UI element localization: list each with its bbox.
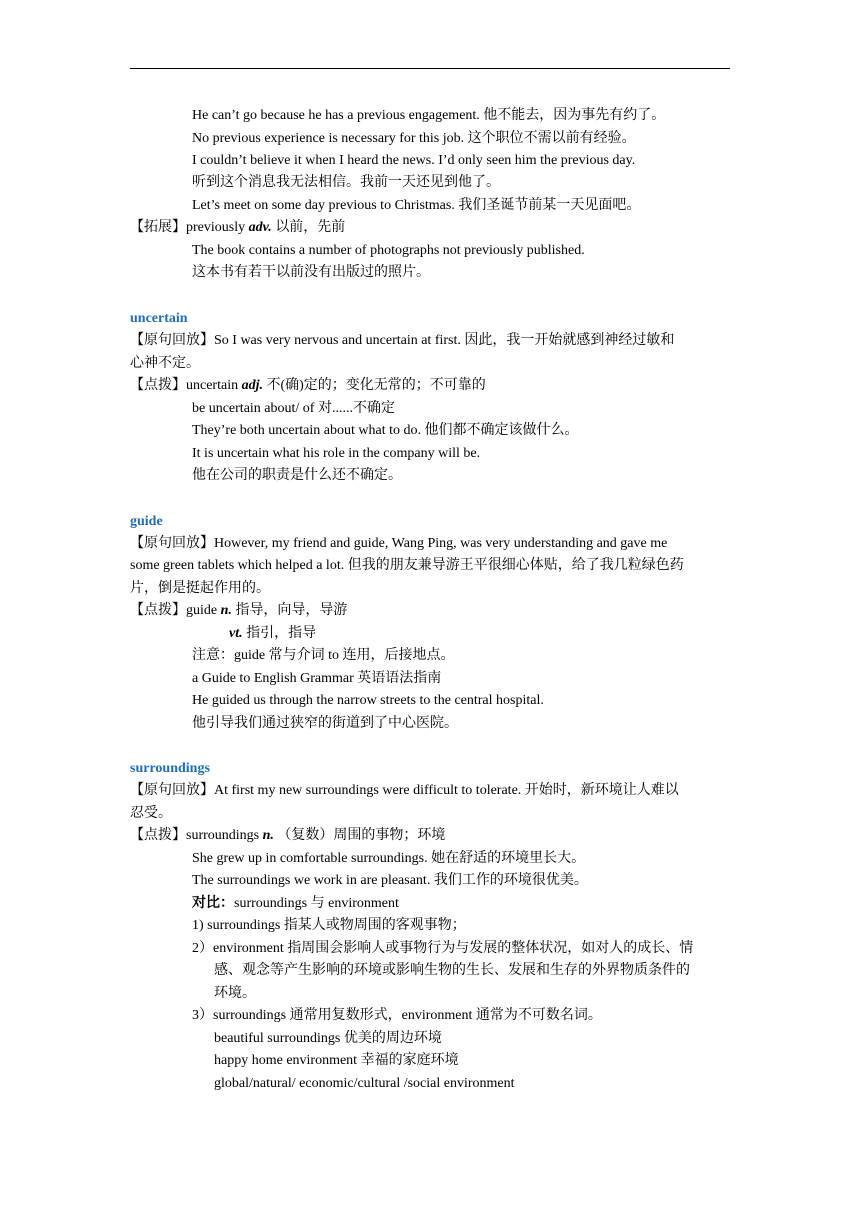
point-2-cont: 环境。 bbox=[214, 986, 256, 1001]
original-sentence bbox=[130, 782, 679, 800]
original-label: 【原句回放】 bbox=[130, 783, 214, 798]
tip-label: 【点拨】 bbox=[130, 378, 186, 393]
example-translation: 这本书有若干以前没有出版过的照片。 bbox=[192, 265, 430, 280]
example-sentence: The surroundings we work in are pleasant. 我们工作的环境很优美。 bbox=[192, 873, 588, 888]
point-2-cont: 感、观念等产生影响的环境或影响生物的生长、发展和生存的外界物质条件的 bbox=[214, 963, 690, 978]
point-3: 3）surroundings 通常用复数形式，environment 通常为不可数名词。 bbox=[192, 1008, 602, 1023]
tip-line bbox=[130, 827, 445, 845]
original-text-cont: 心神不定。 bbox=[130, 356, 200, 371]
example-sentence: It is uncertain what his role in the company will be. bbox=[192, 446, 481, 461]
example-translation: 他引导我们通过狭窄的街道到了中心医院。 bbox=[192, 716, 458, 731]
original-label: 【原句回放】 bbox=[130, 536, 214, 551]
original-text: However, my friend and guide, Wang Ping, was very understanding and gave me bbox=[214, 536, 668, 551]
original-text: So I was very nervous and uncertain at first. 因此，我一开始就感到神经过敏和 bbox=[214, 333, 675, 348]
original-sentence bbox=[130, 535, 667, 553]
example-sentence: Let’s meet on some day previous to Christmas. 我们圣诞节前某一天见面吧。 bbox=[192, 198, 641, 213]
definition: 指导，向导，导游 bbox=[231, 603, 348, 618]
point-2: 2）environment 指周围会影响人或事物行为与发展的整体状况，如对人的成长、情 bbox=[192, 941, 694, 956]
compare-label: 对比： bbox=[192, 896, 234, 911]
tip-line-verb bbox=[229, 625, 316, 643]
tip-label: 【点拨】 bbox=[130, 828, 186, 843]
point-1: 1) surroundings 指某人或物周围的客观事物； bbox=[192, 918, 466, 933]
example-sentence: The book contains a number of photographs not previously published. bbox=[192, 243, 585, 258]
tip-word: surroundings bbox=[186, 828, 263, 843]
example-sentence: a Guide to English Grammar 英语语法指南 bbox=[192, 671, 442, 686]
original-sentence bbox=[130, 332, 674, 350]
part-of-speech: n. bbox=[262, 828, 274, 843]
example-phrase: global/natural/ economic/cultural /social environment bbox=[214, 1076, 515, 1091]
tip-line bbox=[130, 602, 347, 620]
extension-line bbox=[130, 219, 345, 237]
part-of-speech: n. bbox=[220, 603, 232, 618]
example-sentence: I couldn’t believe it when I heard the news. I’d only seen him the previous day. bbox=[192, 153, 636, 168]
example-translation: 他在公司的职责是什么还不确定。 bbox=[192, 468, 402, 483]
example-phrase: beautiful surroundings 优美的周边环境 bbox=[214, 1031, 442, 1046]
phrase: be uncertain about/ of 对......不确定 bbox=[192, 401, 395, 416]
definition: （复数）周围的事物；环境 bbox=[273, 828, 446, 843]
example-translation: 听到这个消息我无法相信。我前一天还见到他了。 bbox=[192, 175, 500, 190]
part-of-speech: adv. bbox=[248, 220, 272, 235]
tip-word: guide bbox=[186, 603, 221, 618]
example-sentence: He can’t go because he has a previous engagement. 他不能去，因为事先有约了。 bbox=[192, 108, 666, 123]
part-of-speech: vt. bbox=[229, 626, 243, 641]
headword-surroundings: surroundings bbox=[130, 761, 210, 776]
original-text-cont: 片，倒是挺起作用的。 bbox=[130, 581, 270, 596]
headword-uncertain: uncertain bbox=[130, 311, 188, 326]
original-text-cont: some green tablets which helped a lot. 但我的朋友兼导游王平很细心体贴，给了我几粒绿色药 bbox=[130, 558, 684, 573]
example-sentence: She grew up in comfortable surroundings. 她在舒适的环境里长大。 bbox=[192, 851, 586, 866]
tip-line bbox=[130, 377, 486, 395]
extension-word: previously bbox=[186, 220, 249, 235]
example-phrase: happy home environment 幸福的家庭环境 bbox=[214, 1053, 459, 1068]
tip-label: 【点拨】 bbox=[130, 603, 186, 618]
original-text-cont: 忍受。 bbox=[130, 806, 172, 821]
part-of-speech: adj. bbox=[241, 378, 263, 393]
example-sentence: He guided us through the narrow streets to the central hospital. bbox=[192, 693, 544, 708]
extension-label: 【拓展】 bbox=[130, 220, 186, 235]
example-sentence: They’re both uncertain about what to do. 他们都不确定该做什么。 bbox=[192, 423, 579, 438]
headword-guide: guide bbox=[130, 514, 163, 529]
usage-note: 注意：guide 常与介词 to 连用，后接地点。 bbox=[192, 648, 455, 663]
example-sentence: No previous experience is necessary for this job. 这个职位不需以前有经验。 bbox=[192, 131, 636, 146]
header-rule bbox=[130, 68, 730, 69]
original-text: At first my new surroundings were difficult to tolerate. 开始时，新环境让人难以 bbox=[214, 783, 679, 798]
definition: 不(确)定的；变化无常的；不可靠的 bbox=[262, 378, 486, 393]
original-label: 【原句回放】 bbox=[130, 333, 214, 348]
tip-word: uncertain bbox=[186, 378, 242, 393]
compare-line bbox=[192, 895, 399, 913]
definition: 以前，先前 bbox=[271, 220, 346, 235]
compare-text: surroundings 与 environment bbox=[234, 896, 399, 911]
definition: 指引，指导 bbox=[242, 626, 317, 641]
